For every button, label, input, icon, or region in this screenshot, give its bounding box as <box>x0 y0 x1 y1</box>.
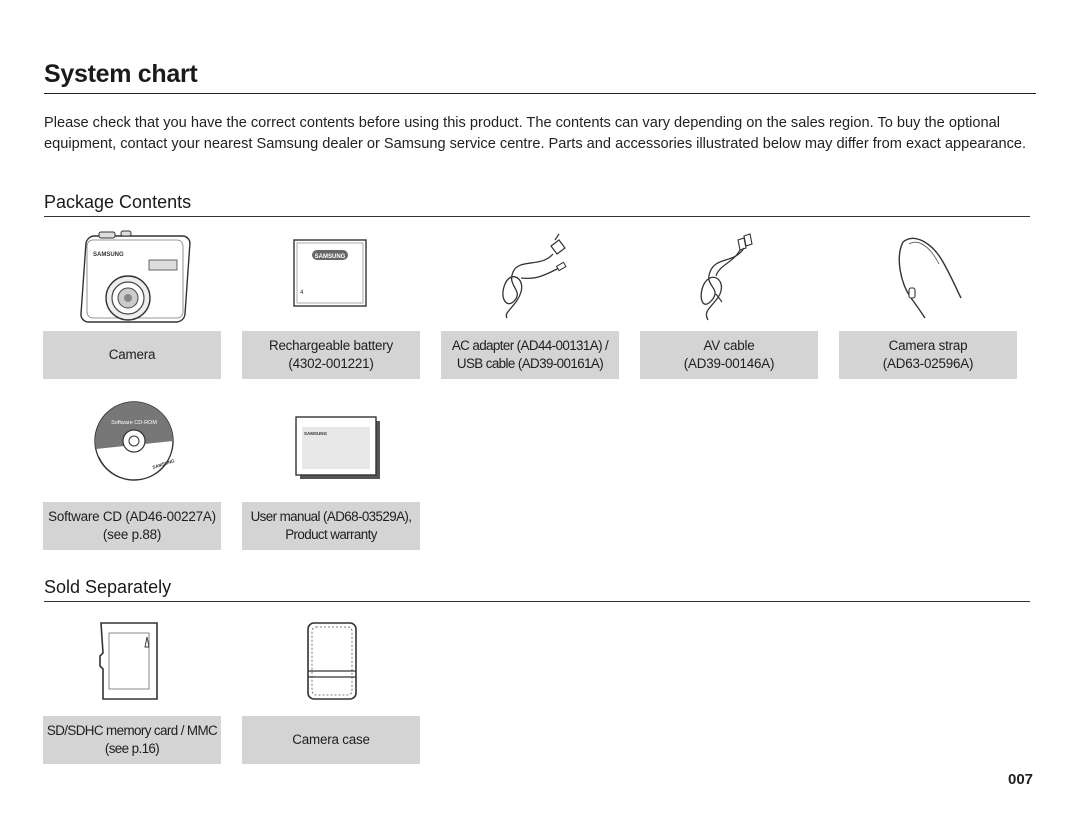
svg-text:Software CD-ROM: Software CD-ROM <box>111 420 157 426</box>
intro-paragraph: Please check that you have the correct contents before using this product. The contents can vary depending on the sales region. To buy the optional equipment, contact your nearest Samsung dealer or Samsung service centre. Parts and accessories illustrated below may differ from exact appearance. <box>44 115 1027 152</box>
item-label: SD/SDHC memory card / MMC (see p.16) <box>43 716 221 764</box>
ac-adapter-cable-icon <box>441 228 619 328</box>
item-label: Camera <box>43 331 221 379</box>
svg-text:SAMSUNG: SAMSUNG <box>93 252 124 258</box>
camera-case-icon <box>242 613 420 713</box>
package-contents-heading: Package Contents <box>44 191 1030 217</box>
svg-text:SAMSUNG: SAMSUNG <box>151 458 176 470</box>
page-number: 007 <box>1008 771 1034 788</box>
sold-separately-heading: Sold Separately <box>44 576 1030 602</box>
item-label: Software CD (AD46-00227A) (see p.88) <box>43 502 221 550</box>
item-label: AC adapter (AD44-00131A) / USB cable (AD39-00161A) <box>441 331 619 379</box>
item-label: Camera case <box>242 716 420 764</box>
av-cable-icon <box>640 228 818 328</box>
svg-text:SAMSUNG: SAMSUNG <box>304 431 328 436</box>
camera-strap-icon <box>839 228 1017 328</box>
item-label: Camera strap (AD63-02596A) <box>839 331 1017 379</box>
item-label: User manual (AD68-03529A), Product warranty <box>242 502 420 550</box>
svg-text:4: 4 <box>300 290 304 296</box>
page-title: System chart <box>44 58 1036 94</box>
item-label: Rechargeable battery (4302-001221) <box>242 331 420 379</box>
software-cd-icon <box>43 397 221 497</box>
user-manual-icon <box>242 397 420 497</box>
item-label: AV cable (AD39-00146A) <box>640 331 818 379</box>
memory-card-icon <box>43 613 221 713</box>
svg-text:SAMSUNG: SAMSUNG <box>314 254 346 260</box>
battery-icon <box>242 228 420 328</box>
camera-icon <box>43 228 221 328</box>
